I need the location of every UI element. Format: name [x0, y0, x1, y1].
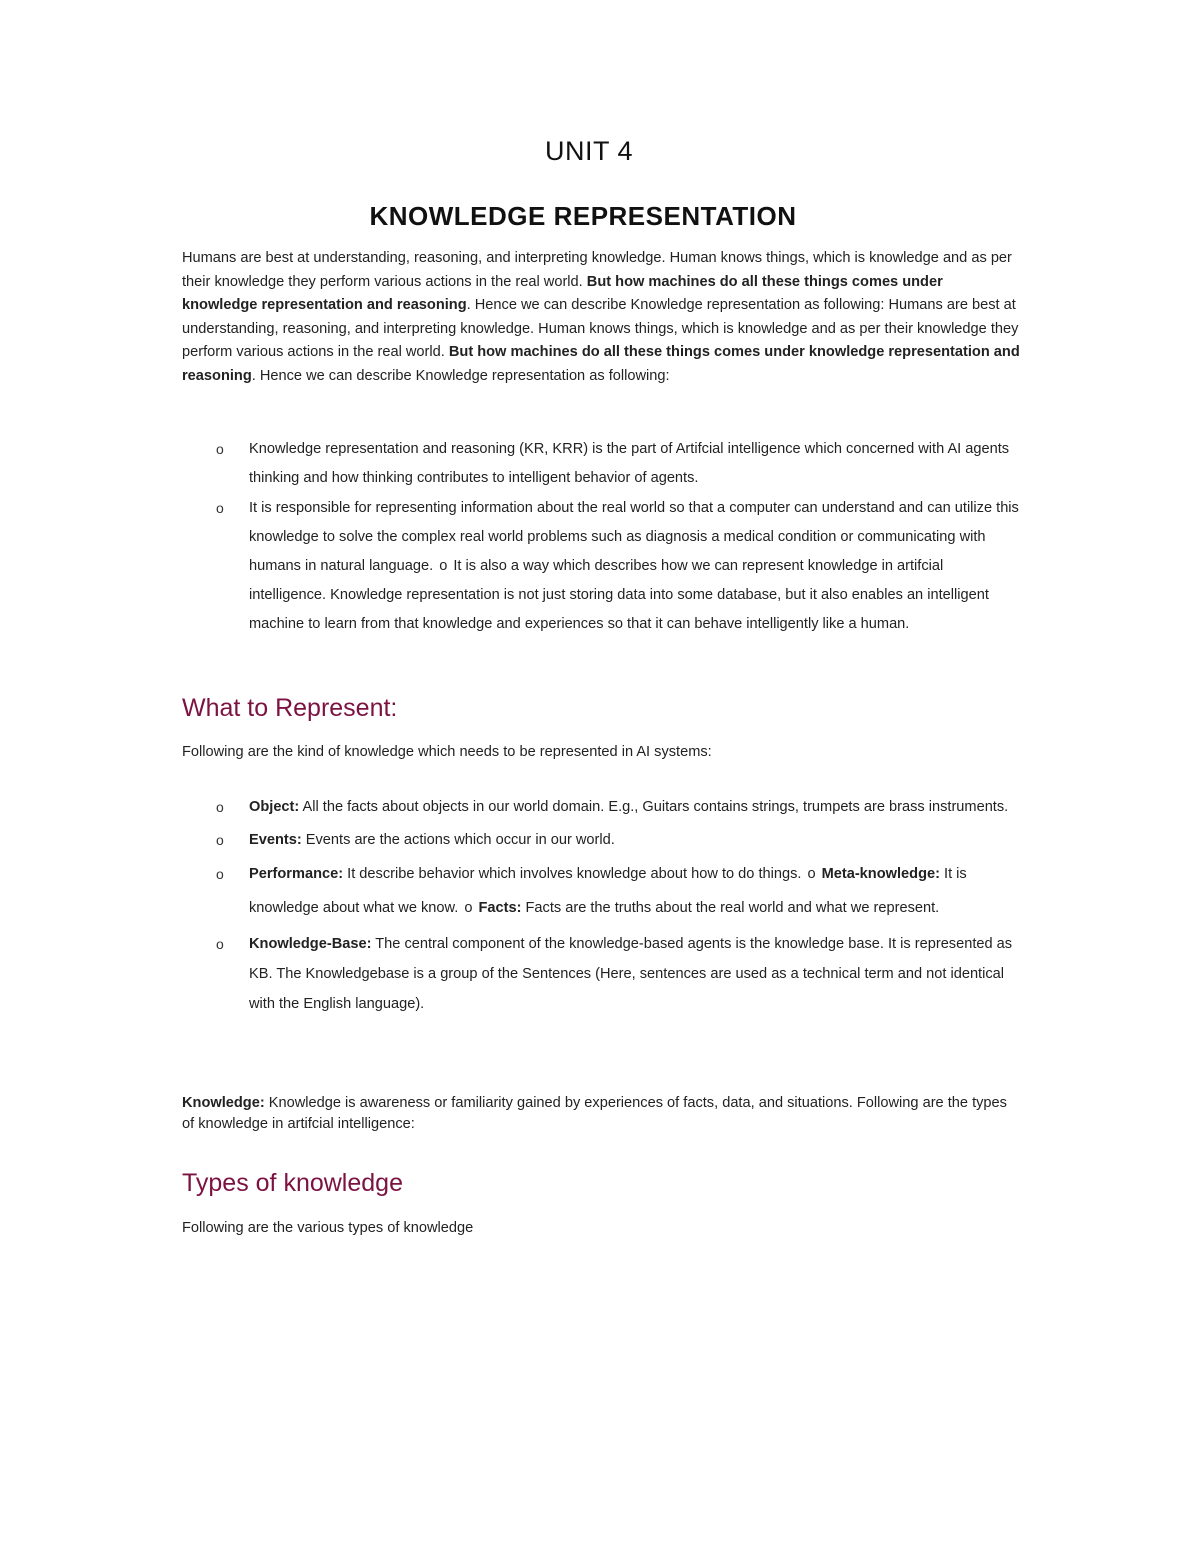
- bullet-text: Knowledge representation and reasoning (KR, KRR) is the part of Artifcial intelligence which concerned with AI agents thinking and how thinking contributes to intelligent behavior of agents.: [249, 441, 1010, 486]
- item-text: All the facts about objects in our world domain. E.g., Guitars contains strings, trumpets are brass instruments.: [299, 799, 1009, 815]
- list-item: [182, 858, 1022, 925]
- item-term: Facts:: [478, 899, 522, 916]
- knowledge-term: Knowledge:: [182, 1095, 265, 1111]
- section-heading-types-of-knowledge: Types of knowledge: [182, 1169, 403, 1197]
- item-text: It is knowledge about what we know.: [249, 866, 967, 916]
- bullet-marker: o: [216, 936, 224, 952]
- intro-bullet-list: [182, 435, 1022, 640]
- item-text: Facts are the truths about the real world and what we represent.: [521, 899, 940, 916]
- intro-bold-1: But how machines do all these things comes under knowledge representation and reasoning: [182, 273, 943, 314]
- item-term: Performance:: [249, 866, 344, 882]
- list-item: [182, 792, 1022, 822]
- item-text: It describe behavior which involves knowledge about how to do things.: [343, 866, 802, 882]
- intro-paragraph: [182, 247, 1022, 389]
- knowledge-text: Knowledge is awareness or familiarity gained by experiences of facts, data, and situations. Following are the types of knowledge in artifcial intelligence:: [182, 1095, 1007, 1132]
- list-item: [182, 825, 1022, 855]
- item-text: Events are the actions which occur in our world.: [301, 832, 615, 848]
- bullet-marker: o: [216, 799, 224, 815]
- bullet-marker: o: [216, 866, 224, 882]
- bullet-marker: o: [216, 500, 224, 516]
- intro-bold-2: But how machines do all these things comes under knowledge representation and reasoning: [182, 344, 1020, 384]
- section-heading-what-to-represent: What to Represent:: [182, 694, 398, 722]
- bullet-marker: o: [216, 832, 224, 848]
- inline-bullet-marker: o: [464, 899, 473, 916]
- list-item: [182, 929, 1022, 1019]
- item-text: The central component of the knowledge-based agents is the knowledge base. It is represented as KB. The Knowledgebase is a group of the Sentences (Here, sentences are used as a technical term and not identical with the English language).: [249, 936, 1013, 1012]
- bullet-marker: o: [216, 441, 224, 457]
- inline-bullet-marker: o: [439, 558, 448, 574]
- item-term: Meta-knowledge:: [821, 866, 940, 882]
- inline-bullet-marker: o: [807, 866, 816, 882]
- unit-label: UNIT 4: [544, 136, 634, 166]
- document-title: KNOWLEDGE REPRESENTATION: [369, 201, 797, 231]
- item-term: Knowledge-Base:: [249, 936, 372, 952]
- intro-text-2: . Hence we can describe Knowledge representation as following: Humans are best at understanding, reasoning, and interpreting knowledge. Human knows things, which is knowledge and as per their knowledge they perform various actions in the real world.: [182, 297, 1019, 361]
- list-item: [182, 435, 1022, 493]
- knowledge-paragraph: [182, 1093, 1022, 1135]
- list-item: [182, 494, 1022, 639]
- intro-text-3: . Hence we can describe Knowledge representation as following:: [251, 367, 670, 384]
- bullet-text: It is also a way which describes how we can represent knowledge in artifcial intelligence. Knowledge representation is not just storing data into some database, but it also enables an intelligent machine to learn from that knowledge and experiences so that it can behave intelligently like a human.: [249, 558, 989, 632]
- what-lead-text: Following are the kind of knowledge which needs to be represented in AI systems:: [182, 744, 712, 760]
- item-term: Events:: [249, 832, 302, 848]
- item-term: Object:: [249, 799, 300, 815]
- intro-text-1: Humans are best at understanding, reasoning, and interpreting knowledge. Human knows things, which is knowledge and as per their knowledge they perform various actions in the real world.: [182, 250, 1012, 290]
- bullet-text: It is responsible for representing information about the real world so that a computer can understand and can utilize this knowledge to solve the complex real world problems such as diagnosis a medical condition or communicating with humans in natural language.: [249, 500, 1019, 574]
- represent-bullet-list: [182, 792, 1022, 1022]
- types-lead-text: Following are the various types of knowledge: [182, 1220, 474, 1236]
